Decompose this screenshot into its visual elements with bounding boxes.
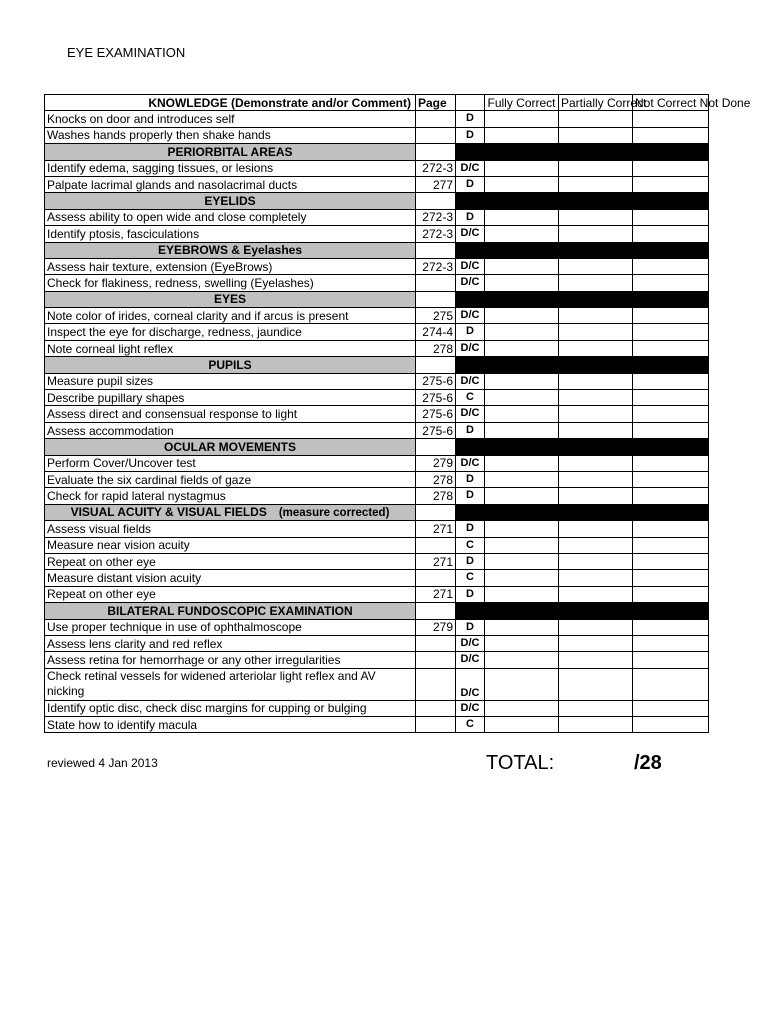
score-not-correct-cell[interactable] (633, 521, 709, 537)
item-code: D (456, 422, 485, 438)
item-label: Identify optic disc, check disc margins for cupping or bulging (45, 700, 416, 716)
item-label: Note corneal light reflex (45, 340, 416, 356)
score-partially-correct-cell[interactable] (559, 537, 633, 553)
section-title (45, 504, 416, 520)
section-title (45, 291, 416, 307)
score-partially-correct-cell[interactable] (559, 422, 633, 438)
score-fully-correct-cell[interactable] (485, 586, 559, 602)
checklist-item-row (45, 717, 709, 733)
score-fully-correct-cell[interactable] (485, 390, 559, 406)
score-fully-correct-cell[interactable] (485, 127, 559, 143)
score-partially-correct-cell[interactable] (559, 127, 633, 143)
score-partially-correct-cell[interactable] (559, 176, 633, 192)
checklist-item-row (45, 324, 709, 340)
table-header-row (45, 95, 709, 111)
item-code: D/C (456, 700, 485, 716)
item-code: D (456, 586, 485, 602)
checklist-item-row (45, 308, 709, 324)
item-code: C (456, 390, 485, 406)
section-blackout-cell (456, 193, 709, 209)
checklist-item-row (45, 553, 709, 569)
score-not-correct-cell[interactable] (633, 422, 709, 438)
item-page: 272-3 (416, 160, 456, 176)
item-code: C (456, 717, 485, 733)
score-not-correct-cell[interactable] (633, 537, 709, 553)
item-label: Repeat on other eye (45, 586, 416, 602)
score-not-correct-cell[interactable] (633, 226, 709, 242)
item-page: 271 (416, 553, 456, 569)
item-code: D/C (456, 340, 485, 356)
score-fully-correct-cell[interactable] (485, 521, 559, 537)
section-title (45, 242, 416, 258)
score-partially-correct-cell[interactable] (559, 488, 633, 504)
checklist-item-row (45, 406, 709, 422)
score-not-correct-cell[interactable] (633, 635, 709, 651)
checklist-item-row (45, 537, 709, 553)
checklist-body (45, 111, 709, 733)
score-fully-correct-cell[interactable] (485, 340, 559, 356)
checklist-item-row (45, 340, 709, 356)
item-code: D (456, 111, 485, 127)
item-code: D/C (456, 160, 485, 176)
item-page: 275-6 (416, 422, 456, 438)
item-page: 275 (416, 308, 456, 324)
score-not-correct-cell[interactable] (633, 373, 709, 389)
item-label: Palpate lacrimal glands and nasolacrimal ducts (45, 176, 416, 192)
item-code: D (456, 127, 485, 143)
item-page: 272-3 (416, 226, 456, 242)
score-partially-correct-cell[interactable] (559, 258, 633, 274)
score-not-correct-cell[interactable] (633, 586, 709, 602)
section-header-row (45, 291, 709, 307)
document-title: EYE EXAMINATION (67, 45, 186, 60)
section-blackout-cell (456, 504, 709, 520)
item-page (416, 537, 456, 553)
item-code: C (456, 537, 485, 553)
checklist-item-row (45, 176, 709, 192)
score-fully-correct-cell[interactable] (485, 176, 559, 192)
item-label: Check retinal vessels for widened arteriolar light reflex and AV nicking (45, 668, 416, 700)
item-page: 278 (416, 488, 456, 504)
score-not-correct-cell[interactable] (633, 111, 709, 127)
item-label: Knocks on door and introduces self (45, 111, 416, 127)
item-label: Perform Cover/Uncover test (45, 455, 416, 471)
score-fully-correct-cell[interactable] (485, 668, 559, 700)
score-partially-correct-cell[interactable] (559, 570, 633, 586)
item-page: 275-6 (416, 373, 456, 389)
score-not-correct-cell[interactable] (633, 455, 709, 471)
item-page (416, 717, 456, 733)
section-header-row (45, 504, 709, 520)
item-label: Identify edema, sagging tissues, or lesions (45, 160, 416, 176)
section-title (45, 357, 416, 373)
item-code: D/C (456, 275, 485, 291)
score-not-correct-cell[interactable] (633, 700, 709, 716)
item-page: 271 (416, 586, 456, 602)
item-code: D (456, 553, 485, 569)
score-not-correct-cell[interactable] (633, 619, 709, 635)
item-page: 271 (416, 521, 456, 537)
section-blackout-cell (456, 291, 709, 307)
score-partially-correct-cell[interactable] (559, 160, 633, 176)
item-page (416, 635, 456, 651)
item-label: Inspect the eye for discharge, redness, jaundice (45, 324, 416, 340)
checklist-item-row (45, 160, 709, 176)
checklist-item-row (45, 209, 709, 225)
item-label: Repeat on other eye (45, 553, 416, 569)
item-label: Assess visual fields (45, 521, 416, 537)
section-title (45, 603, 416, 619)
section-title-text: EYEBROWS & Eyelashes (157, 243, 303, 258)
score-not-correct-cell[interactable] (633, 570, 709, 586)
section-blackout-cell (456, 357, 709, 373)
section-title-text: PUPILS (208, 357, 252, 372)
score-fully-correct-cell[interactable] (485, 471, 559, 487)
section-blackout-cell (456, 439, 709, 455)
score-fully-correct-cell[interactable] (485, 160, 559, 176)
item-page: 272-3 (416, 258, 456, 274)
checklist-item-row (45, 668, 709, 700)
score-fully-correct-cell[interactable] (485, 258, 559, 274)
score-not-correct-cell[interactable] (633, 717, 709, 733)
item-label: Assess lens clarity and red reflex (45, 635, 416, 651)
score-fully-correct-cell[interactable] (485, 619, 559, 635)
checklist-item-row (45, 619, 709, 635)
item-label: Measure near vision acuity (45, 537, 416, 553)
section-blackout-cell (456, 242, 709, 258)
score-fully-correct-cell[interactable] (485, 226, 559, 242)
item-label: Assess ability to open wide and close completely (45, 209, 416, 225)
section-title (45, 193, 416, 209)
checklist-item-row (45, 455, 709, 471)
item-label: Assess hair texture, extension (EyeBrows) (45, 258, 416, 274)
score-fully-correct-cell[interactable] (485, 324, 559, 340)
score-partially-correct-cell[interactable] (559, 390, 633, 406)
checklist-item-row (45, 570, 709, 586)
item-label: Note color of irides, corneal clarity and if arcus is present (45, 308, 416, 324)
header-code (456, 95, 485, 111)
item-code: D/C (456, 668, 485, 700)
item-code: D/C (456, 308, 485, 324)
score-partially-correct-cell[interactable] (559, 209, 633, 225)
item-code: D/C (456, 373, 485, 389)
score-not-correct-cell[interactable] (633, 471, 709, 487)
header-page: Page (416, 95, 456, 111)
score-partially-correct-cell[interactable] (559, 586, 633, 602)
item-label: Identify ptosis, fasciculations (45, 226, 416, 242)
score-not-correct-cell[interactable] (633, 668, 709, 700)
item-page (416, 700, 456, 716)
section-title-text: PERIORBITAL AREAS (167, 144, 293, 159)
score-partially-correct-cell[interactable] (559, 553, 633, 569)
section-header-row (45, 193, 709, 209)
score-partially-correct-cell[interactable] (559, 324, 633, 340)
score-fully-correct-cell[interactable] (485, 700, 559, 716)
item-page (416, 668, 456, 700)
item-code: D (456, 619, 485, 635)
item-code: C (456, 570, 485, 586)
header-fully-correct: Fully Correct (485, 95, 559, 111)
checklist-item-row (45, 226, 709, 242)
score-fully-correct-cell[interactable] (485, 275, 559, 291)
checklist-item-row (45, 488, 709, 504)
score-not-correct-cell[interactable] (633, 160, 709, 176)
item-page: 272-3 (416, 209, 456, 225)
section-title-text: BILATERAL FUNDOSCOPIC EXAMINATION (107, 603, 353, 618)
score-partially-correct-cell[interactable] (559, 455, 633, 471)
item-page: 279 (416, 619, 456, 635)
score-partially-correct-cell[interactable] (559, 521, 633, 537)
score-partially-correct-cell[interactable] (559, 406, 633, 422)
score-not-correct-cell[interactable] (633, 324, 709, 340)
item-label: Washes hands properly then shake hands (45, 127, 416, 143)
score-fully-correct-cell[interactable] (485, 717, 559, 733)
item-page (416, 275, 456, 291)
total-value: /28 (634, 752, 662, 774)
checklist-item-row (45, 586, 709, 602)
score-not-correct-cell[interactable] (633, 390, 709, 406)
section-page-cell (416, 439, 456, 455)
score-not-correct-cell[interactable] (633, 340, 709, 356)
score-partially-correct-cell[interactable] (559, 717, 633, 733)
score-fully-correct-cell[interactable] (485, 455, 559, 471)
item-page: 278 (416, 471, 456, 487)
score-partially-correct-cell[interactable] (559, 226, 633, 242)
score-fully-correct-cell[interactable] (485, 406, 559, 422)
score-fully-correct-cell[interactable] (485, 209, 559, 225)
section-title (45, 144, 416, 160)
score-partially-correct-cell[interactable] (559, 635, 633, 651)
score-partially-correct-cell[interactable] (559, 308, 633, 324)
score-partially-correct-cell[interactable] (559, 700, 633, 716)
item-code: D (456, 209, 485, 225)
checklist-item-row (45, 652, 709, 668)
score-not-correct-cell[interactable] (633, 308, 709, 324)
item-label: Describe pupillary shapes (45, 390, 416, 406)
checklist-item-row (45, 700, 709, 716)
checklist-item-row (45, 373, 709, 389)
score-fully-correct-cell[interactable] (485, 111, 559, 127)
section-title-text: OCULAR MOVEMENTS (164, 439, 296, 454)
item-page: 278 (416, 340, 456, 356)
checklist-item-row (45, 258, 709, 274)
score-partially-correct-cell[interactable] (559, 619, 633, 635)
item-page (416, 127, 456, 143)
item-code: D (456, 488, 485, 504)
item-code: D/C (456, 635, 485, 651)
checklist-item-row (45, 635, 709, 651)
item-label: State how to identify macula (45, 717, 416, 733)
item-label: Assess direct and consensual response to light (45, 406, 416, 422)
checklist-item-row (45, 111, 709, 127)
checklist-item-row (45, 127, 709, 143)
section-page-cell (416, 144, 456, 160)
item-label: Assess accommodation (45, 422, 416, 438)
item-code: D/C (456, 226, 485, 242)
score-not-correct-cell[interactable] (633, 406, 709, 422)
header-partially-correct: Partially Correct (559, 95, 633, 111)
item-page (416, 111, 456, 127)
checklist-item-row (45, 275, 709, 291)
score-not-correct-cell[interactable] (633, 275, 709, 291)
item-page: 279 (416, 455, 456, 471)
score-partially-correct-cell[interactable] (559, 340, 633, 356)
item-label: Measure pupil sizes (45, 373, 416, 389)
score-partially-correct-cell[interactable] (559, 652, 633, 668)
section-header-row (45, 144, 709, 160)
item-code: D/C (456, 406, 485, 422)
section-blackout-cell (456, 144, 709, 160)
score-not-correct-cell[interactable] (633, 127, 709, 143)
score-fully-correct-cell[interactable] (485, 308, 559, 324)
score-partially-correct-cell[interactable] (559, 471, 633, 487)
score-partially-correct-cell[interactable] (559, 668, 633, 700)
score-partially-correct-cell[interactable] (559, 275, 633, 291)
score-not-correct-cell[interactable] (633, 488, 709, 504)
item-label: Measure distant vision acuity (45, 570, 416, 586)
item-page: 275-6 (416, 406, 456, 422)
score-not-correct-cell[interactable] (633, 209, 709, 225)
item-page: 274-4 (416, 324, 456, 340)
item-page: 277 (416, 176, 456, 192)
checklist-item-row (45, 390, 709, 406)
score-fully-correct-cell[interactable] (485, 635, 559, 651)
score-not-correct-cell[interactable] (633, 176, 709, 192)
reviewed-date: reviewed 4 Jan 2013 (47, 756, 158, 770)
checklist-item-row (45, 521, 709, 537)
item-label: Check for rapid lateral nystagmus (45, 488, 416, 504)
item-code: D (456, 324, 485, 340)
section-header-row (45, 603, 709, 619)
section-subtitle: (measure corrected) (278, 506, 390, 519)
score-fully-correct-cell[interactable] (485, 422, 559, 438)
section-page-cell (416, 357, 456, 373)
score-fully-correct-cell[interactable] (485, 553, 559, 569)
section-page-cell (416, 603, 456, 619)
eye-exam-checklist-table (44, 94, 751, 733)
score-not-correct-cell[interactable] (633, 258, 709, 274)
score-fully-correct-cell[interactable] (485, 570, 559, 586)
score-not-correct-cell[interactable] (633, 652, 709, 668)
section-header-row (45, 357, 709, 373)
item-code: D/C (456, 258, 485, 274)
score-fully-correct-cell[interactable] (485, 488, 559, 504)
item-label: Assess retina for hemorrhage or any other irregularities (45, 652, 416, 668)
header-not-correct: Not Correct Not Done (633, 95, 709, 111)
item-label: Evaluate the six cardinal fields of gaze (45, 471, 416, 487)
section-blackout-cell (456, 603, 709, 619)
section-header-row (45, 242, 709, 258)
score-fully-correct-cell[interactable] (485, 373, 559, 389)
section-page-cell (416, 193, 456, 209)
item-page (416, 652, 456, 668)
item-page (416, 570, 456, 586)
section-page-cell (416, 504, 456, 520)
score-fully-correct-cell[interactable] (485, 537, 559, 553)
section-title-text: EYES (213, 292, 246, 307)
item-code: D/C (456, 652, 485, 668)
section-title-text: VISUAL ACUITY & VISUAL FIELDS (70, 504, 267, 519)
item-code: D (456, 521, 485, 537)
score-fully-correct-cell[interactable] (485, 652, 559, 668)
section-header-row (45, 439, 709, 455)
score-partially-correct-cell[interactable] (559, 111, 633, 127)
total-label: TOTAL: (486, 752, 555, 774)
checklist-item-row (45, 422, 709, 438)
section-page-cell (416, 291, 456, 307)
item-label: Use proper technique in use of ophthalmoscope (45, 619, 416, 635)
score-not-correct-cell[interactable] (633, 553, 709, 569)
section-page-cell (416, 242, 456, 258)
header-knowledge: KNOWLEDGE (Demonstrate and/or Comment) (45, 95, 416, 111)
section-title (45, 439, 416, 455)
score-partially-correct-cell[interactable] (559, 373, 633, 389)
checklist-item-row (45, 471, 709, 487)
item-code: D/C (456, 455, 485, 471)
section-title-text: EYELIDS (204, 194, 256, 209)
item-code: D (456, 471, 485, 487)
item-page: 275-6 (416, 390, 456, 406)
item-code: D (456, 176, 485, 192)
item-label: Check for flakiness, redness, swelling (Eyelashes) (45, 275, 416, 291)
